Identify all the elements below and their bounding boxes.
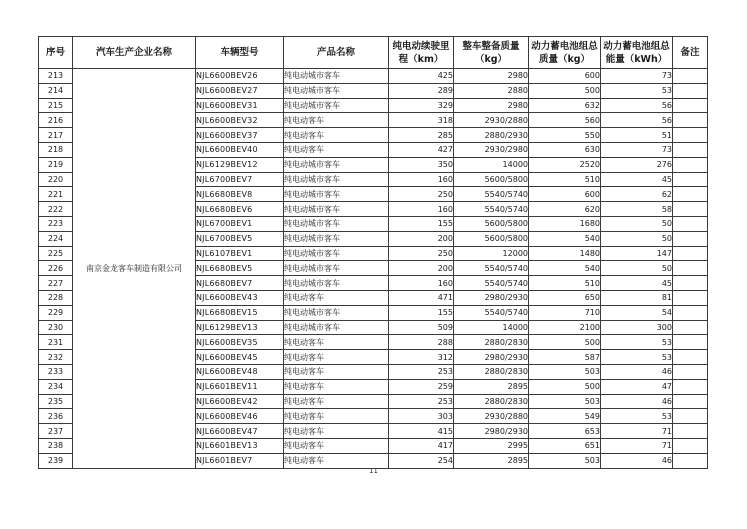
cell-range: 329 (389, 98, 454, 113)
cell-battery-mass: 2520 (529, 157, 601, 172)
cell-product: 纯电动城市客车 (284, 157, 389, 172)
cell-battery-mass: 1680 (529, 216, 601, 231)
cell-battery-energy: 46 (601, 364, 673, 379)
cell-note (673, 290, 708, 305)
cell-range: 471 (389, 290, 454, 305)
cell-product: 纯电动客车 (284, 290, 389, 305)
cell-battery-energy: 73 (601, 69, 673, 84)
cell-mass: 14000 (454, 320, 529, 335)
cell-mass: 2880 (454, 83, 529, 98)
cell-mass: 2895 (454, 453, 529, 468)
cell-range: 289 (389, 83, 454, 98)
cell-note (673, 216, 708, 231)
cell-no: 215 (39, 98, 73, 113)
cell-model: NJL6680BEV15 (196, 305, 284, 320)
cell-battery-mass: 540 (529, 261, 601, 276)
cell-battery-mass: 500 (529, 335, 601, 350)
cell-no: 225 (39, 246, 73, 261)
cell-model: NJL6600BEV27 (196, 83, 284, 98)
cell-no: 233 (39, 364, 73, 379)
cell-range: 200 (389, 231, 454, 246)
cell-battery-energy: 81 (601, 290, 673, 305)
cell-mass: 2980/2930 (454, 290, 529, 305)
cell-mass: 5540/5740 (454, 276, 529, 291)
cell-product: 纯电动城市客车 (284, 320, 389, 335)
cell-no: 228 (39, 290, 73, 305)
cell-mass: 5600/5800 (454, 216, 529, 231)
cell-battery-mass: 2100 (529, 320, 601, 335)
header-product: 产品名称 (284, 37, 389, 69)
cell-mass: 5540/5740 (454, 202, 529, 217)
cell-range: 312 (389, 350, 454, 365)
cell-battery-energy: 53 (601, 409, 673, 424)
cell-battery-energy: 73 (601, 142, 673, 157)
cell-product: 纯电动客车 (284, 379, 389, 394)
cell-battery-mass: 510 (529, 276, 601, 291)
cell-battery-energy: 45 (601, 172, 673, 187)
cell-battery-energy: 58 (601, 202, 673, 217)
cell-product: 纯电动城市客车 (284, 202, 389, 217)
header-manufacturer: 汽车生产企业名称 (73, 37, 196, 69)
cell-range: 425 (389, 69, 454, 84)
cell-battery-energy: 56 (601, 113, 673, 128)
cell-battery-mass: 630 (529, 142, 601, 157)
cell-product: 纯电动城市客车 (284, 231, 389, 246)
cell-no: 227 (39, 276, 73, 291)
cell-note (673, 453, 708, 468)
cell-mass: 2880/2830 (454, 364, 529, 379)
cell-mass: 2880/2930 (454, 128, 529, 143)
cell-manufacturer: 南京金龙客车制造有限公司 (73, 69, 196, 469)
cell-mass: 2880/2830 (454, 394, 529, 409)
cell-mass: 2930/2880 (454, 409, 529, 424)
cell-note (673, 438, 708, 453)
cell-range: 427 (389, 142, 454, 157)
cell-battery-energy: 71 (601, 424, 673, 439)
cell-battery-energy: 300 (601, 320, 673, 335)
cell-product: 纯电动城市客车 (284, 187, 389, 202)
cell-mass: 2895 (454, 379, 529, 394)
cell-model: NJL6600BEV45 (196, 350, 284, 365)
cell-model: NJL6600BEV32 (196, 113, 284, 128)
cell-range: 250 (389, 187, 454, 202)
cell-no: 236 (39, 409, 73, 424)
cell-no: 216 (39, 113, 73, 128)
cell-product: 纯电动客车 (284, 409, 389, 424)
cell-no: 213 (39, 69, 73, 84)
table-row (39, 69, 708, 84)
cell-battery-mass: 500 (529, 83, 601, 98)
cell-battery-energy: 46 (601, 394, 673, 409)
cell-model: NJL6600BEV42 (196, 394, 284, 409)
cell-battery-energy: 53 (601, 335, 673, 350)
cell-note (673, 98, 708, 113)
cell-note (673, 394, 708, 409)
cell-range: 303 (389, 409, 454, 424)
cell-model: NJL6601BEV13 (196, 438, 284, 453)
cell-battery-mass: 550 (529, 128, 601, 143)
cell-model: NJL6680BEV7 (196, 276, 284, 291)
cell-note (673, 231, 708, 246)
cell-model: NJL6700BEV7 (196, 172, 284, 187)
cell-mass: 14000 (454, 157, 529, 172)
cell-range: 318 (389, 113, 454, 128)
cell-range: 253 (389, 364, 454, 379)
cell-model: NJL6107BEV1 (196, 246, 284, 261)
cell-no: 224 (39, 231, 73, 246)
cell-mass: 5540/5740 (454, 305, 529, 320)
header-note: 备注 (673, 37, 708, 69)
cell-no: 229 (39, 305, 73, 320)
cell-model: NJL6129BEV13 (196, 320, 284, 335)
cell-range: 155 (389, 305, 454, 320)
cell-model: NJL6600BEV40 (196, 142, 284, 157)
cell-product: 纯电动客车 (284, 128, 389, 143)
header-battery-energy: 动力蓄电池组总能量（kWh） (601, 37, 673, 69)
cell-range: 253 (389, 394, 454, 409)
cell-range: 160 (389, 276, 454, 291)
cell-battery-mass: 549 (529, 409, 601, 424)
cell-battery-mass: 600 (529, 69, 601, 84)
cell-mass: 2980/2930 (454, 350, 529, 365)
cell-model: NJL6600BEV35 (196, 335, 284, 350)
header-no: 序号 (39, 37, 73, 69)
cell-no: 235 (39, 394, 73, 409)
cell-model: NJL6600BEV37 (196, 128, 284, 143)
cell-no: 223 (39, 216, 73, 231)
cell-battery-energy: 147 (601, 246, 673, 261)
cell-battery-energy: 56 (601, 98, 673, 113)
cell-mass: 2995 (454, 438, 529, 453)
cell-battery-energy: 50 (601, 231, 673, 246)
cell-note (673, 172, 708, 187)
cell-model: NJL6600BEV46 (196, 409, 284, 424)
cell-mass: 2980/2930 (454, 424, 529, 439)
cell-note (673, 320, 708, 335)
cell-range: 254 (389, 453, 454, 468)
cell-note (673, 379, 708, 394)
cell-model: NJL6600BEV43 (196, 290, 284, 305)
cell-product: 纯电动客车 (284, 438, 389, 453)
cell-battery-energy: 53 (601, 83, 673, 98)
cell-note (673, 142, 708, 157)
header-model: 车辆型号 (196, 37, 284, 69)
header-row (39, 37, 708, 69)
cell-mass: 12000 (454, 246, 529, 261)
cell-no: 214 (39, 83, 73, 98)
cell-note (673, 335, 708, 350)
cell-no: 219 (39, 157, 73, 172)
cell-no: 218 (39, 142, 73, 157)
cell-battery-mass: 650 (529, 290, 601, 305)
cell-battery-mass: 503 (529, 453, 601, 468)
cell-range: 155 (389, 216, 454, 231)
cell-product: 纯电动城市客车 (284, 305, 389, 320)
cell-battery-mass: 510 (529, 172, 601, 187)
cell-note (673, 424, 708, 439)
cell-mass: 5540/5740 (454, 187, 529, 202)
cell-range: 250 (389, 246, 454, 261)
cell-no: 237 (39, 424, 73, 439)
cell-product: 纯电动客车 (284, 113, 389, 128)
cell-battery-mass: 600 (529, 187, 601, 202)
cell-mass: 5540/5740 (454, 261, 529, 276)
cell-no: 222 (39, 202, 73, 217)
header-range: 纯电动续驶里程（km） (389, 37, 454, 69)
cell-battery-mass: 710 (529, 305, 601, 320)
header-mass: 整车整备质量（kg） (454, 37, 529, 69)
cell-battery-energy: 53 (601, 350, 673, 365)
cell-mass: 2930/2880 (454, 113, 529, 128)
cell-battery-mass: 587 (529, 350, 601, 365)
cell-mass: 2980 (454, 98, 529, 113)
cell-mass: 2930/2980 (454, 142, 529, 157)
header-battery-mass: 动力蓄电池组总质量（kg） (529, 37, 601, 69)
cell-note (673, 128, 708, 143)
cell-no: 232 (39, 350, 73, 365)
cell-battery-energy: 50 (601, 216, 673, 231)
cell-note (673, 409, 708, 424)
cell-battery-mass: 503 (529, 394, 601, 409)
cell-no: 238 (39, 438, 73, 453)
cell-product: 纯电动城市客车 (284, 69, 389, 84)
cell-no: 230 (39, 320, 73, 335)
page-number: 11 (369, 467, 378, 475)
cell-note (673, 261, 708, 276)
cell-battery-energy: 62 (601, 187, 673, 202)
cell-note (673, 202, 708, 217)
cell-no: 217 (39, 128, 73, 143)
cell-mass: 2980 (454, 69, 529, 84)
table-body (39, 69, 708, 469)
vehicle-catalog-sheet (38, 36, 708, 469)
cell-product: 纯电动客车 (284, 350, 389, 365)
cell-product: 纯电动客车 (284, 394, 389, 409)
cell-note (673, 350, 708, 365)
cell-model: NJL6600BEV47 (196, 424, 284, 439)
cell-product: 纯电动城市客车 (284, 246, 389, 261)
cell-model: NJL6600BEV31 (196, 98, 284, 113)
cell-mass: 2880/2830 (454, 335, 529, 350)
cell-battery-mass: 500 (529, 379, 601, 394)
cell-model: NJL6601BEV11 (196, 379, 284, 394)
cell-product: 纯电动城市客车 (284, 261, 389, 276)
cell-model: NJL6129BEV12 (196, 157, 284, 172)
cell-note (673, 305, 708, 320)
cell-product: 纯电动城市客车 (284, 83, 389, 98)
cell-model: NJL6601BEV7 (196, 453, 284, 468)
cell-battery-mass: 503 (529, 364, 601, 379)
cell-model: NJL6600BEV26 (196, 69, 284, 84)
cell-no: 221 (39, 187, 73, 202)
cell-battery-mass: 620 (529, 202, 601, 217)
cell-no: 239 (39, 453, 73, 468)
cell-product: 纯电动客车 (284, 364, 389, 379)
cell-battery-mass: 653 (529, 424, 601, 439)
cell-product: 纯电动客车 (284, 142, 389, 157)
cell-model: NJL6700BEV1 (196, 216, 284, 231)
vehicle-table (38, 36, 708, 469)
cell-note (673, 157, 708, 172)
cell-note (673, 364, 708, 379)
cell-battery-energy: 276 (601, 157, 673, 172)
cell-battery-mass: 540 (529, 231, 601, 246)
cell-model: NJL6600BEV48 (196, 364, 284, 379)
cell-range: 285 (389, 128, 454, 143)
cell-product: 纯电动城市客车 (284, 98, 389, 113)
cell-mass: 5600/5800 (454, 172, 529, 187)
cell-note (673, 246, 708, 261)
cell-range: 417 (389, 438, 454, 453)
cell-battery-energy: 47 (601, 379, 673, 394)
cell-mass: 5600/5800 (454, 231, 529, 246)
cell-note (673, 69, 708, 84)
cell-range: 350 (389, 157, 454, 172)
cell-model: NJL6680BEV8 (196, 187, 284, 202)
cell-battery-energy: 51 (601, 128, 673, 143)
cell-range: 160 (389, 172, 454, 187)
cell-no: 234 (39, 379, 73, 394)
cell-no: 226 (39, 261, 73, 276)
cell-battery-energy: 71 (601, 438, 673, 453)
cell-note (673, 276, 708, 291)
cell-product: 纯电动城市客车 (284, 172, 389, 187)
cell-product: 纯电动客车 (284, 453, 389, 468)
cell-range: 509 (389, 320, 454, 335)
cell-product: 纯电动城市客车 (284, 216, 389, 231)
cell-no: 220 (39, 172, 73, 187)
cell-range: 259 (389, 379, 454, 394)
cell-product: 纯电动客车 (284, 424, 389, 439)
cell-product: 纯电动城市客车 (284, 276, 389, 291)
cell-note (673, 83, 708, 98)
cell-range: 200 (389, 261, 454, 276)
cell-battery-mass: 1480 (529, 246, 601, 261)
cell-range: 160 (389, 202, 454, 217)
cell-model: NJL6680BEV5 (196, 261, 284, 276)
cell-model: NJL6700BEV5 (196, 231, 284, 246)
cell-range: 288 (389, 335, 454, 350)
cell-battery-energy: 50 (601, 261, 673, 276)
cell-battery-mass: 651 (529, 438, 601, 453)
cell-note (673, 187, 708, 202)
cell-note (673, 113, 708, 128)
cell-battery-mass: 560 (529, 113, 601, 128)
cell-battery-energy: 45 (601, 276, 673, 291)
cell-battery-energy: 54 (601, 305, 673, 320)
cell-battery-energy: 46 (601, 453, 673, 468)
cell-model: NJL6680BEV6 (196, 202, 284, 217)
cell-no: 231 (39, 335, 73, 350)
cell-product: 纯电动客车 (284, 335, 389, 350)
cell-range: 415 (389, 424, 454, 439)
cell-battery-mass: 632 (529, 98, 601, 113)
